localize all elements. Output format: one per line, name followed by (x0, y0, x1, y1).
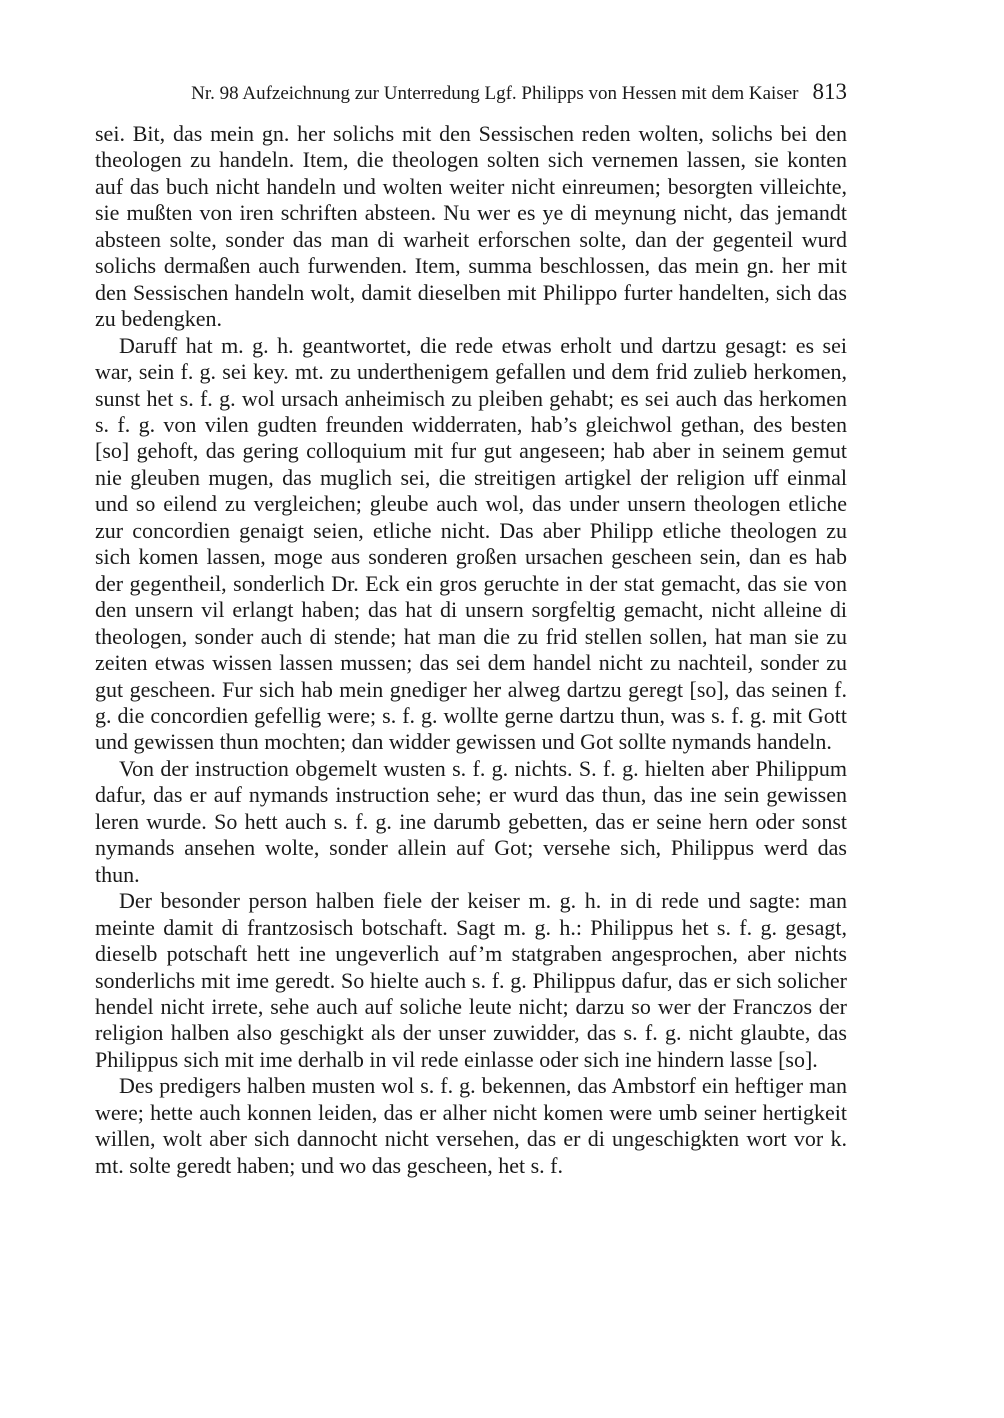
page-number: 813 (812, 79, 847, 104)
paragraph-5: Des predigers halben musten wol s. f. g. bekennen, das Ambstorf ein heftiger man were; hette auch konnen leiden, das er alher nicht komen were umb seiner hertigkeit willen, wolt aber sich dannocht nicht versehen, das er di ungeschigkten wort vor k. mt. solte geredt haben; und wo das gescheen, het s. f. (95, 1073, 847, 1178)
paragraph-3: Von der instruction obgemelt wusten s. f. g. nichts. S. f. g. hielten aber Philippum dafur, das er auf nymands instruction sehe; er wurd das thun, das ine sein gewissen leren wurde. So hett auch s. f. g. ine darumb gebetten, das er seine hern oder sonst nymands ansehen wolte, sonder allein auf Got; versehe sich, Philippus werd das thun. (95, 755, 847, 887)
paragraph-2: Daruff hat m. g. h. geantwortet, die rede etwas erholt und dartzu gesagt: es sei war, sein f. g. sei key. mt. zu underthenigem gefallen und dem frid zulieb herkomen, sunst het s. f. g. wol ursach anheimisch zu pleiben gehabt; es sei auch das herkomen s. f. g. von vilen gudten freunden widderraten, hab’s gleichwol gethan, des besten [so] gehoft, das gering colloquium mit fur gut angeseen; hab aber in seinem gemut nie gleuben mugen, das muglich sei, die streitigen artigkel der religion uff einmal und so eilend zu vergleichen; gleube auch wol, das under unsern theologen etliche zur concordien genaigt seien, etliche nicht. Das aber Philipp etliche theologen zu sich komen lassen, moge aus sonderen großen ursachen gescheen sein, dan es hab der gegentheil, sonderlich Dr. Eck ein gros geruchte in der stat gemacht, das sie von den unsern vil erlangt haben; das hat di unsern sorgfeltig gemacht, nicht alleine di theologen, sonder auch di stende; hat man die zu frid stellen sollen, hat man sie zu zeiten etwas wissen lassen mussen; das sei dem handel nicht zu nachteil, sonder zu gut gescheen. Fur sich hab mein gnediger her alweg dartzu geregt [so], das seinen f. g. die concordien gefellig were; s. f. g. wollte gerne dartzu thun, was s. f. g. mit Gott und gewissen thun mochten; dan widder gewissen und Got sollte nymands handeln. (95, 332, 847, 755)
paragraph-1: sei. Bit, das mein gn. her solichs mit den Sessischen reden wolten, solichs bei den theologen zu handeln. Item, die theologen solten sich vernemen lassen, sie konten auf das buch nicht handeln und wolten weiter nicht einreumen; besorgten villeichte, sie mußten von iren schriften absteen. Nu wer es ye di meynung nicht, das jemandt absteen solte, sonder das man di warheit erforschen solte, dan der gegenteil wurd solichs dermaßen auch furwenden. Item, summa beschlossen, das mein gn. her mit den Sessischen handeln wolt, damit dieselben mit Philippo furter handelten, sich das zu bedengken. (95, 121, 847, 332)
paragraph-4: Der besonder person halben fiele der keiser m. g. h. in di rede und sagte: man meinte damit di frantzosisch botschaft. Sagt m. g. h.: Philippus het s. f. g. gesagt, dieselb potschaft hett ine ungeverlich auf’m statgraben angesprochen, aber nichts sonderlichs mit ime geredt. So hielte auch s. f. g. Philippus dafur, das er sich solicher hendel nicht irrete, sehe auch auf soliche leute nicht; darzu so wer der Franczos der religion halben also geschigkt als der unser zuwidder, das s. f. g. nicht glaubte, das Philippus sich mit ime derhalb in vil rede einlasse oder sich ine hindern lasse [so]. (95, 888, 847, 1072)
running-title: Nr. 98 Aufzeichnung zur Unterredung Lgf. Philipps von Hessen mit dem Kaiser (191, 83, 799, 104)
body-text (95, 121, 847, 1179)
running-header (95, 78, 847, 108)
